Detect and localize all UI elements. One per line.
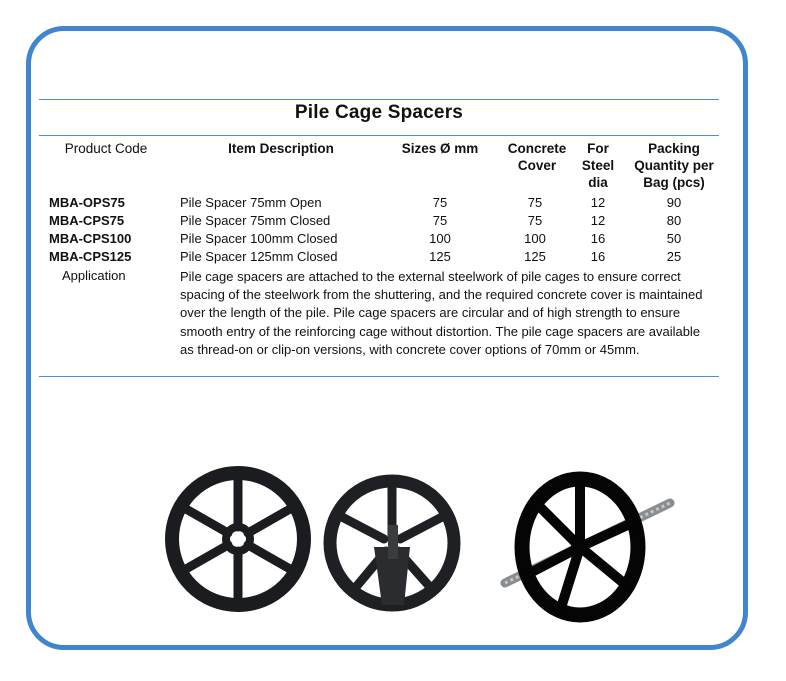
row-3-desc: Pile Spacer 100mm Closed xyxy=(180,231,338,246)
row-4-cover: 125 xyxy=(524,249,546,264)
header-packing-quantity: Packing Quantity per Bag (pcs) xyxy=(634,141,714,190)
row-1-desc: Pile Spacer 75mm Open xyxy=(180,195,322,210)
row-4-code: MBA-CPS125 xyxy=(49,249,132,264)
bottom-rule xyxy=(39,376,719,377)
row-4-qty: 25 xyxy=(666,249,682,264)
header-sizes: Sizes Ø mm xyxy=(401,141,479,156)
row-3-qty: 50 xyxy=(666,231,682,246)
row-2-code: MBA-CPS75 xyxy=(49,213,125,228)
row-2-desc: Pile Spacer 75mm Closed xyxy=(180,213,331,228)
row-1-code: MBA-OPS75 xyxy=(49,195,125,210)
row-2-steel: 12 xyxy=(590,213,606,228)
clip-on-spacer-image xyxy=(330,481,454,605)
page-title: Pile Cage Spacers xyxy=(294,102,464,123)
row-2-qty: 80 xyxy=(666,213,682,228)
row-4-steel: 16 xyxy=(590,249,606,264)
header-product-code: Product Code xyxy=(64,141,148,156)
row-3-size: 100 xyxy=(429,231,451,246)
row-3-code: MBA-CPS100 xyxy=(49,231,132,246)
header-steel-dia: For Steel dia xyxy=(581,141,615,190)
thread-on-spacer-image xyxy=(505,479,670,615)
open-spacer-image xyxy=(172,473,304,605)
row-3-steel: 16 xyxy=(590,231,606,246)
title-rule xyxy=(39,135,719,136)
product-images xyxy=(160,455,680,635)
row-1-size: 75 xyxy=(432,195,448,210)
top-rule xyxy=(39,99,719,100)
row-2-size: 75 xyxy=(432,213,448,228)
application-text: Pile cage spacers are attached to the external steelwork of pile cages to ensure correct spacing of the steelwork from the shuttering, and the required concrete cover is maintained over the length of the pile. Pile cage spacers are circular and of high strength to ensure smooth entry of the reinforcing cage without distortion. The pile cage spacers are available as thread-on or clip-on versions, with concrete cover options of 70mm or 45mm. xyxy=(180,269,703,357)
row-1-steel: 12 xyxy=(590,195,606,210)
row-4-size: 125 xyxy=(429,249,451,264)
row-3-cover: 100 xyxy=(524,231,546,246)
row-4-desc: Pile Spacer 125mm Closed xyxy=(180,249,338,264)
application-label: Application xyxy=(62,268,126,283)
header-item-description: Item Description xyxy=(228,141,334,156)
row-1-qty: 90 xyxy=(666,195,682,210)
header-concrete-cover: Concrete Cover xyxy=(507,141,567,173)
row-2-cover: 75 xyxy=(527,213,543,228)
row-1-cover: 75 xyxy=(527,195,543,210)
